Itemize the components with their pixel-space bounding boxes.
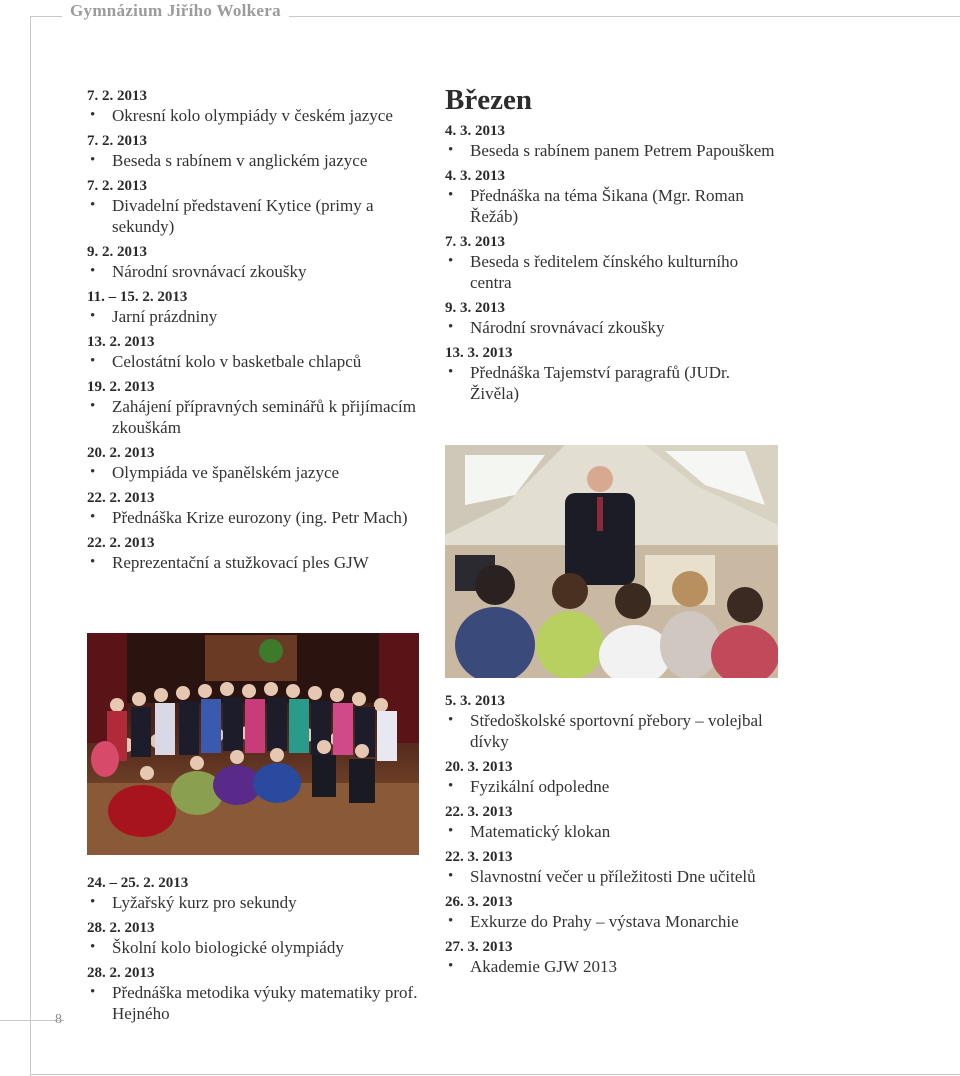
event-item	[445, 251, 780, 293]
event-text: Matematický klokan	[470, 822, 611, 841]
event-entry	[445, 848, 780, 887]
event-date: 26. 3. 2013	[445, 894, 513, 910]
event-text: Lyžařský kurz pro sekundy	[112, 893, 297, 912]
bullet-icon: •	[90, 509, 96, 525]
event-entry	[87, 243, 422, 282]
event-item	[87, 462, 422, 483]
march-events-list	[445, 84, 780, 410]
bullet-icon: •	[448, 364, 454, 380]
event-entry	[445, 692, 780, 752]
event-item	[87, 351, 422, 372]
event-date: 11. – 15. 2. 2013	[87, 289, 188, 305]
bullet-icon: •	[448, 913, 454, 929]
event-entry	[87, 874, 422, 913]
event-item	[87, 396, 422, 438]
event-entry	[87, 177, 422, 237]
event-text: Divadelní představení Kytice (primy a sekundy)	[112, 196, 374, 236]
bullet-icon: •	[448, 823, 454, 839]
event-item	[87, 892, 422, 913]
bullet-icon: •	[448, 958, 454, 974]
lecture-photo-illustration	[445, 445, 778, 678]
event-entry	[445, 803, 780, 842]
event-date: 9. 3. 2013	[445, 300, 505, 316]
event-text: Národní srovnávací zkoušky	[112, 262, 307, 281]
event-entry	[87, 964, 422, 1024]
event-entry	[87, 444, 422, 483]
event-item	[87, 261, 422, 282]
event-text: Národní srovnávací zkoušky	[470, 318, 665, 337]
bullet-icon: •	[90, 554, 96, 570]
bullet-icon: •	[448, 142, 454, 158]
event-entry	[445, 299, 780, 338]
event-date: 7. 2. 2013	[87, 178, 147, 194]
event-date: 9. 2. 2013	[87, 244, 147, 260]
event-item	[445, 317, 780, 338]
event-text: Školní kolo biologické olympiády	[112, 938, 344, 957]
bullet-icon: •	[448, 778, 454, 794]
event-item	[87, 150, 422, 171]
event-entry	[87, 87, 422, 126]
event-entry	[445, 167, 780, 227]
event-entry	[87, 288, 422, 327]
event-entry	[87, 534, 422, 573]
event-text: Exkurze do Prahy – výstava Monarchie	[470, 912, 739, 931]
event-date: 13. 3. 2013	[445, 345, 513, 361]
march-events-list-continued	[445, 692, 780, 983]
event-item	[445, 821, 780, 842]
bullet-icon: •	[448, 253, 454, 269]
event-item	[87, 552, 422, 573]
event-date: 28. 2. 2013	[87, 920, 155, 936]
event-date: 7. 3. 2013	[445, 234, 505, 250]
event-text: Reprezentační a stužkovací ples GJW	[112, 553, 369, 572]
event-text: Celostátní kolo v basketbale chlapců	[112, 352, 362, 371]
event-text: Přednáška Krize eurozony (ing. Petr Mach)	[112, 508, 408, 527]
bullet-icon: •	[90, 984, 96, 1000]
event-item	[87, 937, 422, 958]
event-item	[87, 306, 422, 327]
event-text: Okresní kolo olympiády v českém jazyce	[112, 106, 393, 125]
event-item	[87, 105, 422, 126]
event-item	[445, 956, 780, 977]
event-text: Přednáška metodika výuky matematiky prof. Hejného	[112, 983, 418, 1023]
event-text: Jarní prázdniny	[112, 307, 218, 326]
event-entry	[445, 938, 780, 977]
bullet-icon: •	[90, 152, 96, 168]
event-entry	[87, 919, 422, 958]
event-item	[87, 195, 422, 237]
event-item	[87, 507, 422, 528]
event-date: 24. – 25. 2. 2013	[87, 875, 189, 891]
event-date: 19. 2. 2013	[87, 379, 155, 395]
event-text: Olympiáda ve španělském jazyce	[112, 463, 340, 482]
event-text: Fyzikální odpoledne	[470, 777, 610, 796]
event-date: 28. 2. 2013	[87, 965, 155, 981]
bullet-icon: •	[90, 197, 96, 213]
event-date: 5. 3. 2013	[445, 693, 505, 709]
event-item	[445, 362, 780, 404]
event-date: 22. 3. 2013	[445, 849, 513, 865]
bullet-icon: •	[90, 308, 96, 324]
bullet-icon: •	[448, 712, 454, 728]
event-date: 7. 2. 2013	[87, 133, 147, 149]
month-heading: Březen	[445, 84, 532, 116]
ball-group-photo	[87, 633, 419, 855]
event-date: 22. 2. 2013	[87, 490, 155, 506]
bullet-icon: •	[90, 263, 96, 279]
event-text: Beseda s rabínem v anglickém jazyce	[112, 151, 368, 170]
lecture-photo	[445, 445, 778, 678]
event-date: 7. 2. 2013	[87, 88, 147, 104]
event-text: Akademie GJW 2013	[470, 957, 617, 976]
february-events-list	[87, 87, 422, 579]
event-item	[445, 710, 780, 752]
event-entry	[87, 333, 422, 372]
school-name-header: Gymnázium Jiřího Wolkera	[62, 1, 289, 21]
event-date: 20. 3. 2013	[445, 759, 513, 775]
event-entry	[87, 132, 422, 171]
event-item	[445, 866, 780, 887]
bullet-icon: •	[448, 187, 454, 203]
event-item	[445, 776, 780, 797]
event-entry	[87, 378, 422, 438]
page-frame-left	[30, 16, 31, 1076]
event-text: Zahájení přípravných seminářů k přijímacím zkouškám	[112, 397, 417, 437]
event-item	[445, 185, 780, 227]
event-date: 22. 2. 2013	[87, 535, 155, 551]
event-item	[445, 140, 780, 161]
event-entry	[445, 758, 780, 797]
event-entry	[445, 233, 780, 293]
event-date: 20. 2. 2013	[87, 445, 155, 461]
event-item	[445, 911, 780, 932]
bullet-icon: •	[90, 398, 96, 414]
event-entry	[87, 489, 422, 528]
event-text: Beseda s ředitelem čínského kulturního centra	[470, 252, 739, 292]
bullet-icon: •	[90, 464, 96, 480]
bullet-icon: •	[90, 939, 96, 955]
event-text: Slavnostní večer u příležitosti Dne učitelů	[470, 867, 756, 886]
bullet-icon: •	[90, 353, 96, 369]
event-text: Beseda s rabínem panem Petrem Papouškem	[470, 141, 775, 160]
event-text: Přednáška na téma Šikana (Mgr. Roman Řežáb)	[470, 186, 744, 226]
event-entry	[445, 122, 780, 161]
bullet-icon: •	[90, 894, 96, 910]
event-date: 22. 3. 2013	[445, 804, 513, 820]
event-entry	[445, 344, 780, 404]
bullet-icon: •	[448, 868, 454, 884]
event-date: 4. 3. 2013	[445, 168, 505, 184]
bullet-icon: •	[90, 107, 96, 123]
bullet-icon: •	[448, 319, 454, 335]
event-date: 27. 3. 2013	[445, 939, 513, 955]
page-number: 8	[55, 1012, 62, 1027]
event-text: Středoškolské sportovní přebory – volejbal dívky	[470, 711, 763, 751]
event-text: Přednáška Tajemství paragrafů (JUDr. Živěla)	[470, 363, 731, 403]
february-events-list-continued	[87, 874, 422, 1030]
event-item	[87, 982, 422, 1024]
event-date: 4. 3. 2013	[445, 123, 505, 139]
event-date: 13. 2. 2013	[87, 334, 155, 350]
ball-photo-illustration	[87, 633, 419, 855]
event-entry	[445, 893, 780, 932]
